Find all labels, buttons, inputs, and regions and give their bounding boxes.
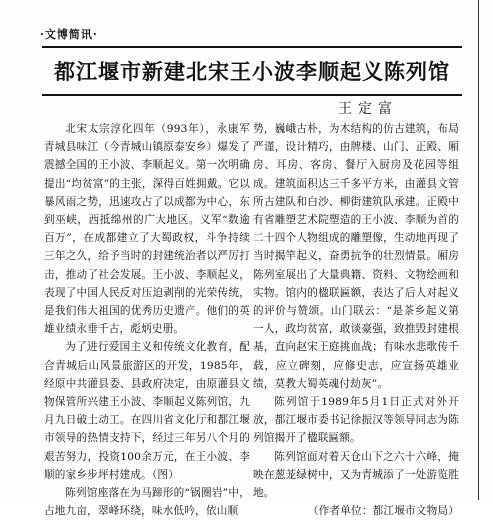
author-name: 王定富 (338, 101, 398, 117)
page-edge-divider (478, 0, 479, 500)
left-column (44, 120, 250, 520)
section-label: ·文博简讯· (40, 28, 98, 41)
body-paragraph: 北宋太宗淳化四年（993年），永康军青城县味江（今青城山镇原泰安乡）爆发了震撼全国的王小波、李顺起义。第一次明确提出“均贫富”的主张，深得百姓拥戴。它以暴风雨之势，迅速攻占了以成都为中心，东到巫峡，西抵绵州的广大地区。义军“数逾百万”，在成都建立了大蜀政权，斗争持续三年之久，给予当时的封建统治者以严厉打击，推动了社会发展。王小波、李顺起义，表现了中国人民反对压迫剥削的光荣传统，是我们伟大祖国的优秀历史遗产。他们的英雄业绩永垂千古，彪炳史册。 (44, 123, 250, 336)
body-paragraph: 为了进行爱国主义和传统文化教育，配合青城后山风景旅游区的开发，1985年，经原中共灌县委、县政府决定，由原灌县文物保管所兴建王小波、李顺起义陈列馆，九月九日破土动工。在四川省文化厅和都江堰市领导的热情支持下，经过三年另八个月的艰苦努力，投资100余万元，在王小波、李顺的家乡步坪村建成。（图） (44, 341, 250, 481)
article-title: 都江堰市新建北宋王小波李顺起义陈列馆 (54, 59, 450, 84)
author-affiliation: （作者单位：都江堰市文物局） (307, 505, 459, 518)
body-paragraph: 势，巍峨古朴，为木结构的仿古建筑，布局严谨，设计精巧，由牌楼、山门、正殿、厢房、耳房、客房、餐厅入厨房及花园等组成。建筑面积达三千多平方米，由灌县文管所古建队和白沙、柳街建筑队承建。正殿中有省雕塑艺术院塑造的王小波、李顺为首的二十四个人物组成的雕塑像，生动地再现了当时揭竿起义，奋勇抗争的壮烈情景。厢房陈列室展出了大量典籍、资料、文物绘画和实物。馆内的楹联匾额，表达了后人对起义的评价与赞颂。山门联云：“是茶乡起义第一人，政均贫富，敢谈豪强，致推毁封建根基，直向赵宋王庭挑血战；有味水悲歌传千载，应立碑刻，应修史志，应宣扬英雄业绩，莫教大蜀英魂付劫灰”。 (253, 123, 459, 390)
body-paragraph: 陈列馆于1989年5月1日正式对外开放，都江堰市委书记徐振汉等领导同志为陈列馆揭开了楹联匾额。 (253, 396, 459, 445)
title-frame (42, 46, 462, 96)
body-paragraph: 陈列馆面对着天仓山下之六十六峰，掩映在葱茏绿树中，又为青城添了一处游览胜地。 (253, 450, 459, 500)
body-paragraph: 陈列馆座落在为马蹄形的“锅圈岩”中，占地九亩，翠峰环绕，味水低吟，依山顺 (44, 487, 250, 518)
right-column (253, 120, 459, 520)
